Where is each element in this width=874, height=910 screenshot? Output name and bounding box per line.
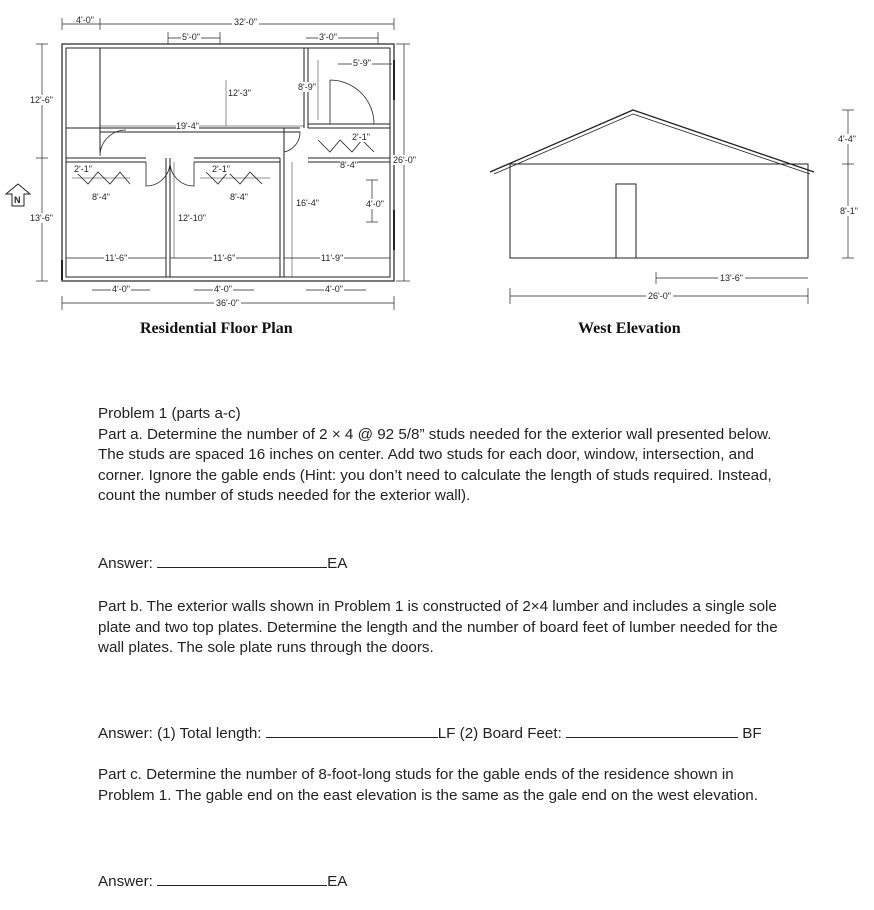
answer-b-row [98,723,798,745]
answer-a-unit: EA [327,555,348,572]
answer-b-length-blank[interactable] [266,723,438,738]
west-elevation-drawing [480,100,874,315]
answer-c-blank[interactable] [157,871,327,886]
dim-3-0: 3'-0" [319,32,337,42]
dim-26-0-elev: 26'-0" [648,291,671,301]
answer-c-unit: EA [327,873,348,890]
dim-36-0: 36'-0" [216,298,239,308]
dim-11-9: 11'-9" [321,253,344,263]
dim-4-4: 4'-4" [838,134,856,144]
answer-a-label: Answer: [98,555,153,572]
part-b-text: Part b. The exterior walls shown in Problem 1 is constructed of 2×4 lumber and includes a single sole plate and two top plates. Determine the length and the number of board feet of lumber needed for the wall plates. The sole plate runs through the doors. [98,598,778,656]
answer-a-row [98,553,778,575]
dim-11-6-mid: 11'-6" [213,253,236,263]
dim-8-4-mid: 8'-4" [230,192,248,202]
answer-b-unit1: LF (2) Board Feet: [437,725,562,742]
dim-2-1-right: 2'-1" [352,132,370,142]
dim-4-0-top: 4'-0" [76,15,94,25]
dim-2-1-mid: 2'-1" [212,164,230,174]
dim-12-6: 12'-6" [30,95,53,105]
dim-32-0: 32'-0" [234,17,257,27]
dim-4-0-closet: 4'-0" [366,199,384,209]
part-a-text: Part a. Determine the number of 2 × 4 @ 92 5/8” studs needed for the exterior wall presented below. The studs are spaced 16 inches on center. Add two studs for each door, window, intersection, and corner. Ignore the gable ends (Hint: you don’t need to calculate the length of studs required. Instead, count the number of studs needed for the exterior wall). [98,425,772,504]
problem-block-a [98,404,778,507]
answer-b-unit2: BF [742,725,762,742]
problem-title: Problem 1 (parts a-c) [98,405,241,422]
floor-plan-drawing [0,0,440,320]
dim-13-6: 13'-6" [30,213,53,223]
north-label: N [14,195,21,205]
answer-c-row [98,871,778,893]
dim-5-0: 5'-0" [182,32,200,42]
answer-a-blank[interactable] [157,553,327,568]
dim-8-9: 8'-9" [298,82,316,92]
dim-26-0: 26'-0" [393,155,416,165]
dim-13-6-elev: 13'-6" [720,273,743,283]
dim-8-1: 8'-1" [840,206,858,216]
dim-8-4-left: 8'-4" [92,192,110,202]
dim-8-4-right: 8'-4" [340,160,358,170]
dim-19-4: 19'-4" [176,121,199,131]
dim-4-0-bottom-left: 4'-0" [112,284,130,294]
dim-4-0-bottom-mid: 4'-0" [214,284,232,294]
dim-11-6-left: 11'-6" [105,253,128,263]
floor-plan-caption: Residential Floor Plan [140,320,293,337]
dim-16-4: 16'-4" [296,198,319,208]
dim-12-10: 12'-10" [178,213,206,223]
answer-b-boardfeet-blank[interactable] [566,723,738,738]
dim-4-0-bottom-right: 4'-0" [325,284,343,294]
dim-2-1-left: 2'-1" [74,164,92,174]
west-elevation-caption: West Elevation [578,320,681,337]
dim-12-3: 12'-3" [228,88,251,98]
answer-b-label: Answer: (1) Total length: [98,725,262,742]
dim-5-9: 5'-9" [353,58,371,68]
answer-c-label: Answer: [98,873,153,890]
part-c-text: Part c. Determine the number of 8-foot-long studs for the gable ends of the residence shown in Problem 1. The gable end on the east elevation is the same as the gale end on the west elevation. [98,766,758,804]
